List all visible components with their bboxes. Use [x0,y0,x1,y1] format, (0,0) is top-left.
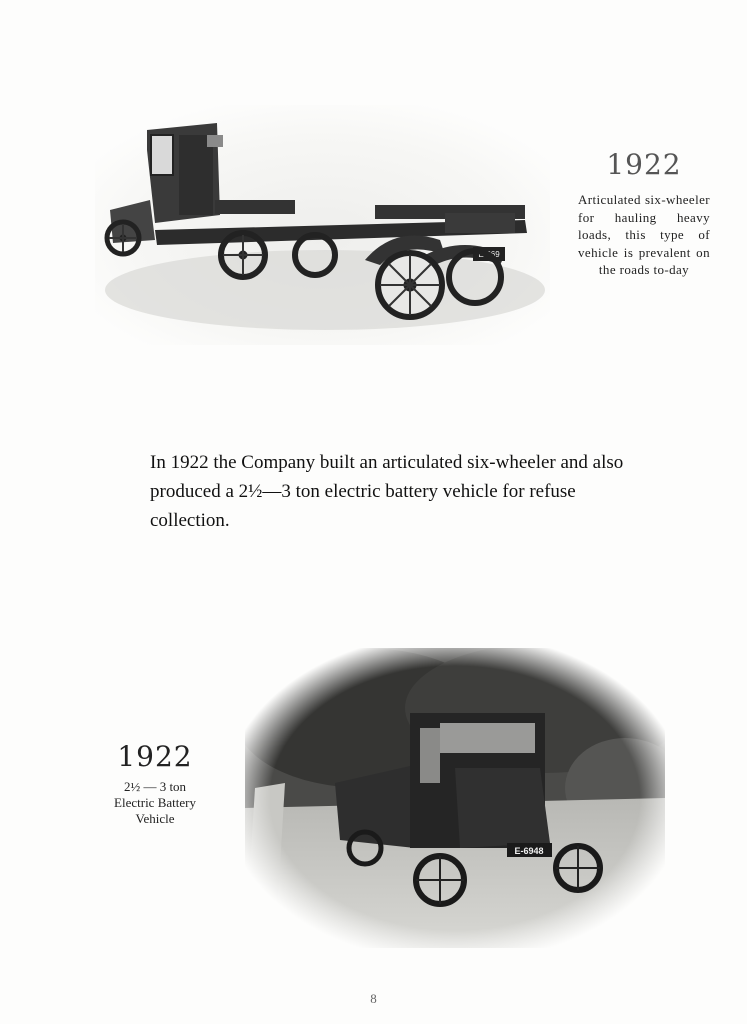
bottom-caption-line2: Electric Battery [114,795,196,810]
top-license-plate: E-369 [478,250,500,259]
electric-vehicle-illustration [245,648,665,948]
body-paragraph: In 1922 the Company built an articulated six-wheeler and also produced a 2½—3 ton electric battery vehicle for refuse collection. [150,452,624,531]
articulated-six-wheeler-photo [95,105,550,345]
bottom-caption-description [95,779,215,827]
top-caption [578,148,710,279]
page-number: 8 [370,991,377,1006]
top-caption-description: Articulated six-wheeler for hauling heavy loads, this type of vehicle is prevalent on the roads to-day [578,192,710,277]
top-caption-year: 1922 [606,148,682,181]
articulated-truck-illustration [95,105,550,345]
electric-battery-vehicle-photo [245,648,665,948]
bottom-caption [95,740,215,827]
bottom-caption-year: 1922 [117,740,193,773]
bottom-caption-line1: 2½ — 3 ton [123,779,187,794]
bottom-caption-line3: Vehicle [135,811,175,826]
